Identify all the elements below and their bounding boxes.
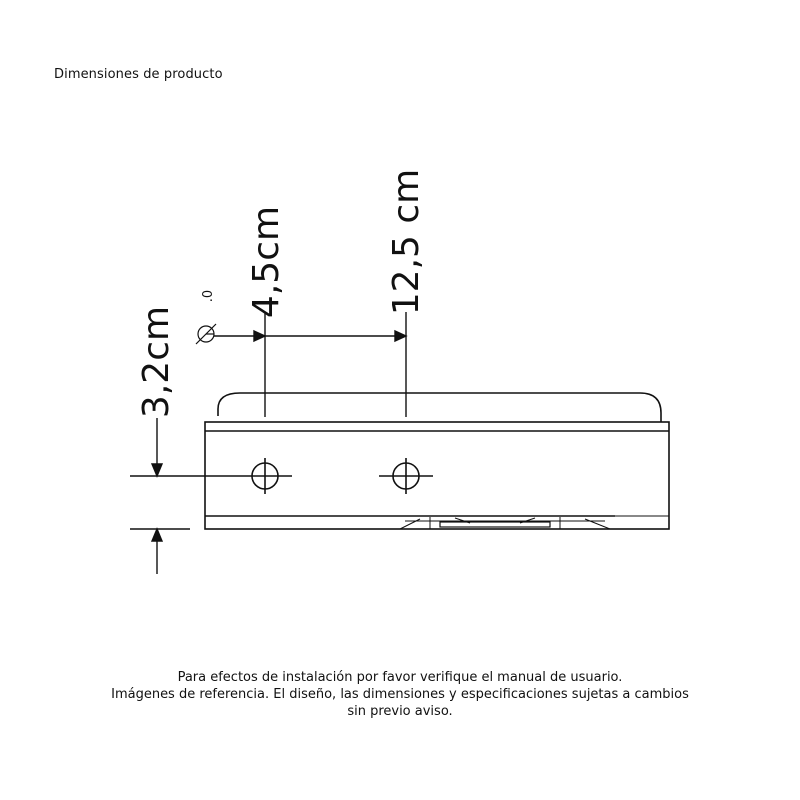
horizontal-dimension [214, 331, 406, 341]
mounting-hole-right [379, 458, 433, 494]
arrow-head [254, 331, 265, 341]
arrow-head [152, 529, 162, 541]
arrow-head [152, 464, 162, 476]
disclaimer [0, 669, 800, 720]
length-dimension-label: 12,5 cm [386, 168, 427, 316]
product-outline [205, 393, 669, 529]
disclaimer-line-3: sin previo aviso. [347, 704, 453, 719]
hole-mark-label: .0 [201, 289, 216, 303]
mounting-hole-left [238, 458, 292, 494]
page-title: Dimensiones de producto [54, 67, 223, 82]
disclaimer-line-2: Imágenes de referencia. El diseño, las dimensiones y especificaciones sujetas a cambios [111, 687, 689, 702]
bottom-mechanism [400, 517, 610, 529]
extension-lines [265, 312, 406, 417]
vertical-dimension [130, 418, 238, 574]
arrow-head [395, 331, 406, 341]
disclaimer-line-1: Para efectos de instalación por favor verifique el manual de usuario. [177, 670, 623, 685]
offset-dimension-label: 4,5cm [246, 205, 287, 319]
diameter-marker [196, 324, 216, 344]
height-dimension-label: 3,2cm [136, 305, 177, 419]
top-cap [218, 393, 661, 422]
